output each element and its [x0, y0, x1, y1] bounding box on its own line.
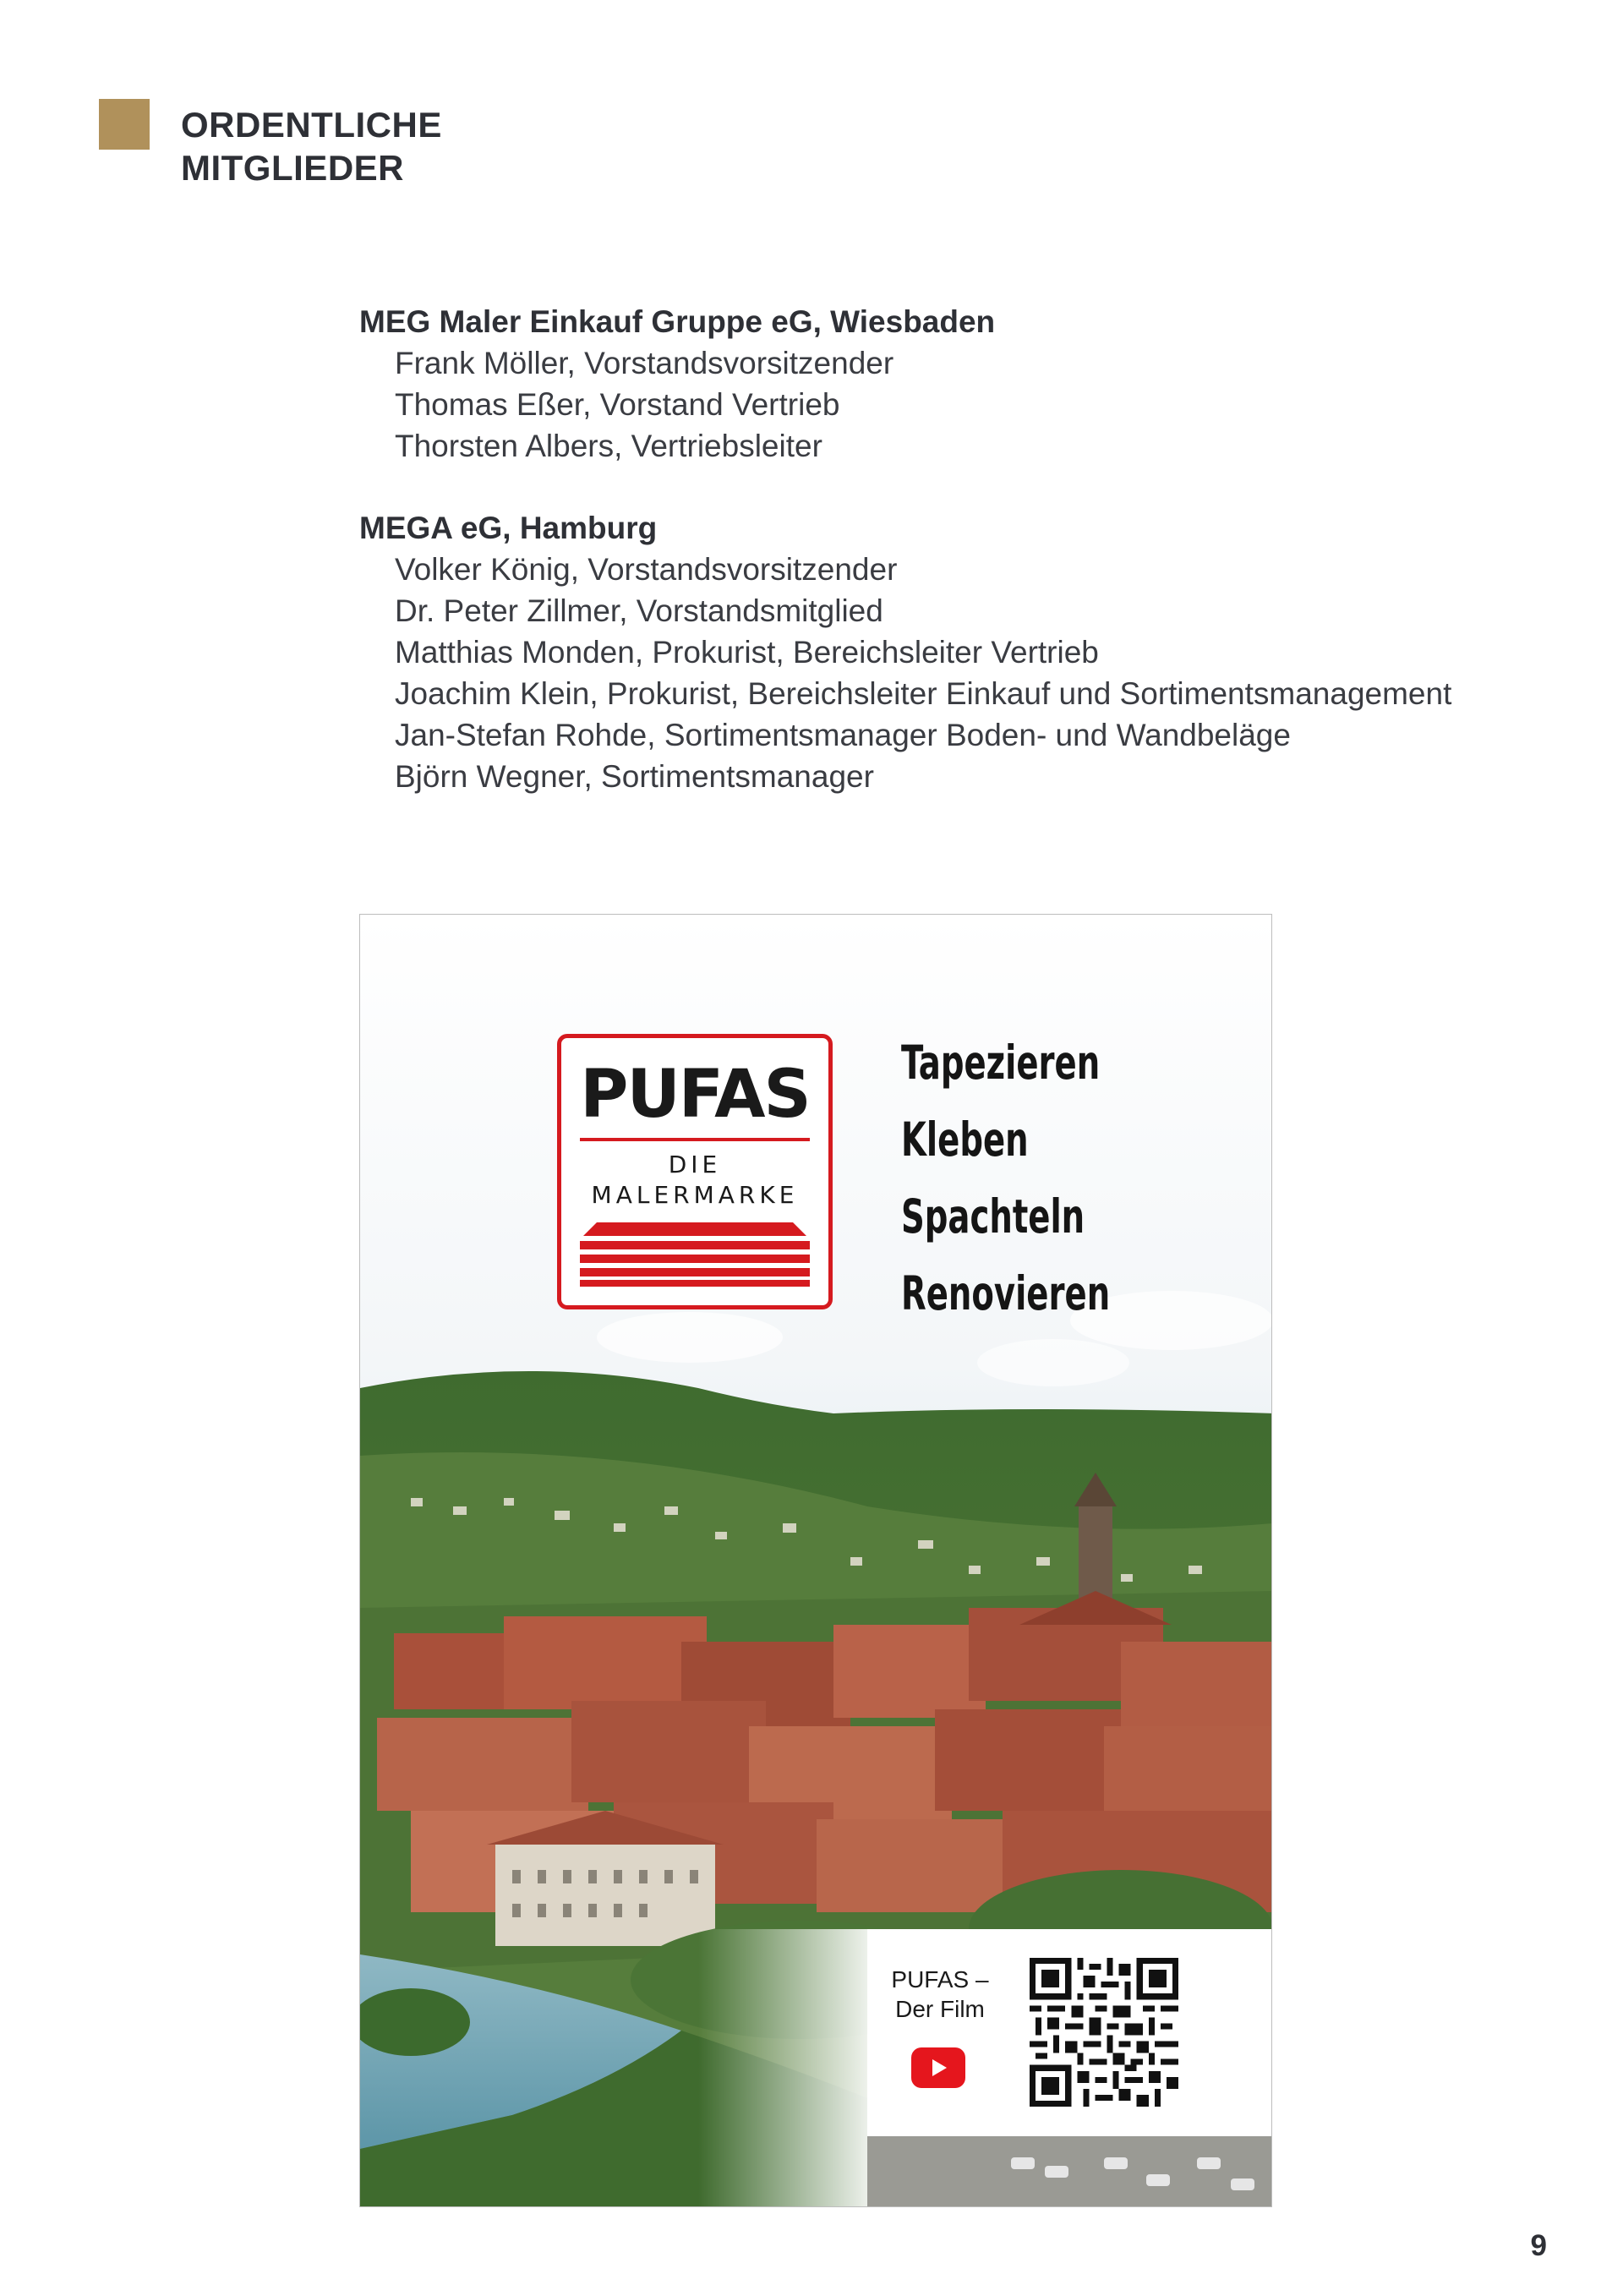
org-name: MEGA eG, Hamburg [359, 511, 658, 545]
slogan-item: Tapezieren [901, 1036, 1101, 1090]
member-person: Dr. Peter Zillmer, Vorstandsmitglied [395, 593, 883, 628]
section-title [181, 103, 442, 189]
logo-tagline: DIE MALERMARKE [591, 1151, 799, 1209]
member-list [359, 301, 1543, 838]
member-person: Matthias Monden, Prokurist, Bereichsleiter Vertrieb [395, 635, 1099, 670]
slogan-item: Spachteln [901, 1189, 1085, 1244]
member-org [359, 507, 1543, 797]
film-label [880, 1965, 1000, 2024]
member-person: Thorsten Albers, Vertriebsleiter [395, 429, 822, 463]
pufas-logo [557, 1034, 833, 1309]
page-number: 9 [1530, 2229, 1547, 2262]
film-label-line1: PUFAS – [891, 1966, 989, 1993]
film-label-line2: Der Film [895, 1996, 985, 2022]
member-person: Joachim Klein, Prokurist, Bereichsleiter Einkauf und Sortimentsmanagement [395, 676, 1452, 711]
section-marker [99, 99, 150, 150]
youtube-icon[interactable] [911, 2047, 965, 2088]
slogan-list [901, 1025, 1169, 1332]
pufas-advertisement [359, 914, 1272, 2207]
slogan-item: Kleben [901, 1112, 1029, 1167]
logo-divider [580, 1138, 810, 1141]
logo-stripes-icon [580, 1222, 810, 1287]
film-panel [867, 1929, 1272, 2136]
member-org [359, 301, 1543, 467]
logo-wordmark: PUFAS [580, 1057, 810, 1133]
slogan-item: Renovieren [901, 1266, 1111, 1320]
qr-code-icon[interactable] [1030, 1958, 1178, 2107]
section-title-line1: ORDENTLICHE [181, 105, 442, 145]
org-name: MEG Maler Einkauf Gruppe eG, Wiesbaden [359, 304, 996, 339]
member-person: Volker König, Vorstandsvorsitzender [395, 552, 898, 587]
section-title-line2: MITGLIEDER [181, 148, 404, 188]
member-person: Thomas Eßer, Vorstand Vertrieb [395, 387, 840, 422]
member-person: Frank Möller, Vorstandsvorsitzender [395, 346, 894, 380]
member-person: Jan-Stefan Rohde, Sortimentsmanager Boden- und Wandbeläge [395, 718, 1291, 752]
member-person: Björn Wegner, Sortimentsmanager [395, 759, 874, 794]
